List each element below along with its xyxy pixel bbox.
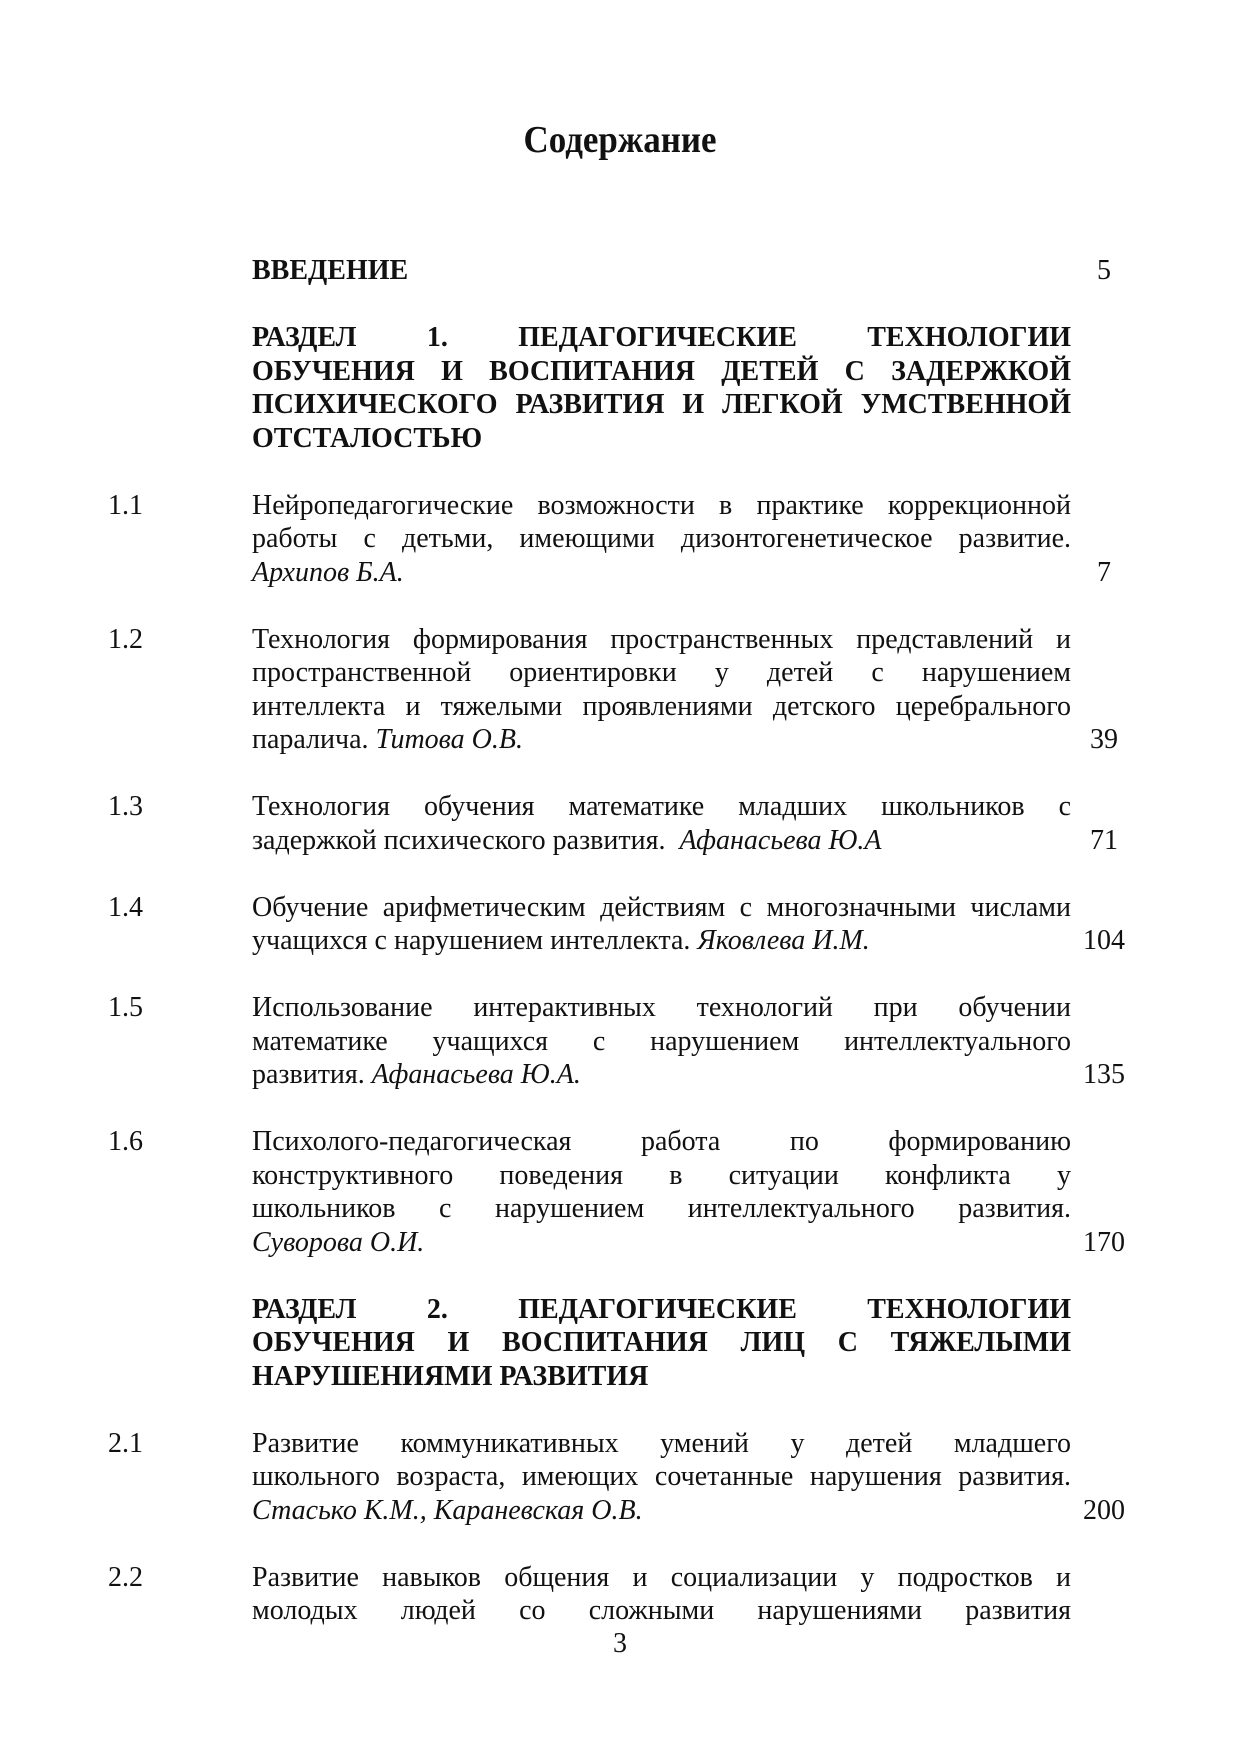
entry-number: 1.6: [108, 1126, 143, 1157]
page-number: 104: [1083, 925, 1125, 956]
entry-line: паралича.: [252, 724, 376, 755]
table-of-contents: [0, 254, 1240, 1628]
entry-author: Титова О.В.: [375, 724, 523, 755]
entry-author: Архипов Б.А.: [252, 556, 404, 588]
entry-line: задержкой психического развития.: [252, 824, 680, 856]
entry-number: 2.2: [108, 1561, 143, 1593]
entry-line: школьного возраста, имеющих сочетанные нарушения развития.: [252, 1461, 1071, 1492]
entry-author: Афанасьева Ю.А.: [371, 1059, 581, 1090]
entry-number: 1.1: [108, 489, 143, 521]
entry-line: Развитие навыков общения и социализации у подростков и: [252, 1561, 1071, 1593]
entry-number: 1.3: [108, 791, 143, 822]
page-number: 135: [1083, 1059, 1125, 1090]
page-number: 71: [1090, 824, 1118, 856]
entry-line: математике учащихся с нарушением интеллектуального: [252, 1025, 1071, 1057]
entry-line: работы с детьми, имеющими дизонтогенетическое развитие.: [252, 523, 1071, 554]
entry-line: школьников с нарушением интеллектуального развития.: [252, 1193, 1071, 1224]
toc-entry-2-2[interactable]: [0, 1561, 1240, 1628]
toc-entry-1-3[interactable]: [0, 790, 1240, 857]
entry-line: развития.: [252, 1059, 372, 1090]
entry-author: Стасько К.М., Караневская О.В.: [252, 1494, 643, 1526]
entry-author: Яковлева И.М.: [697, 925, 870, 956]
entry-number: 1.5: [108, 992, 143, 1023]
entry-line: Психолого-педагогическая работа по формированию: [252, 1126, 1071, 1157]
entry-number: 1.4: [108, 891, 143, 923]
entry-line: Использование интерактивных технологий при обучении: [252, 992, 1071, 1023]
section-heading-2: [0, 1293, 1240, 1394]
page-number: 5: [1097, 255, 1111, 286]
entry-line: Нейропедагогические возможности в практике коррекционной: [252, 489, 1071, 521]
heading-line: ОБУЧЕНИЯ И ВОСПИТАНИЯ ДЕТЕЙ С ЗАДЕРЖКОЙ: [252, 355, 1071, 387]
page-number: 200: [1083, 1494, 1125, 1526]
entry-line: Технология обучения математике младших школьников с: [252, 791, 1071, 822]
page-number: 170: [1083, 1226, 1125, 1258]
entry-line: Обучение арифметическим действиям с многозначными числами: [252, 891, 1071, 923]
page-number: 39: [1090, 724, 1118, 755]
toc-intro[interactable]: [0, 254, 1240, 288]
heading-line: ПСИХИЧЕСКОГО РАЗВИТИЯ И ЛЕГКОЙ УМСТВЕННОЙ: [252, 389, 1071, 420]
heading-line: ОБУЧЕНИЯ И ВОСПИТАНИЯ ЛИЦ С ТЯЖЕЛЫМИ: [252, 1327, 1071, 1358]
heading-line: РАЗДЕЛ 1. ПЕДАГОГИЧЕСКИЕ ТЕХНОЛОГИИ: [252, 322, 1071, 353]
heading-line: НАРУШЕНИЯМИ РАЗВИТИЯ: [252, 1360, 649, 1392]
entry-line: интеллекта и тяжелыми проявлениями детского церебрального: [252, 690, 1071, 722]
toc-entry-1-5[interactable]: [0, 991, 1240, 1092]
page-title: Содержание: [523, 119, 717, 161]
heading-line: РАЗДЕЛ 2. ПЕДАГОГИЧЕСКИЕ ТЕХНОЛОГИИ: [252, 1293, 1071, 1325]
toc-entry-1-1[interactable]: [0, 489, 1240, 590]
entry-line: Развитие коммуникативных умений у детей младшего: [252, 1427, 1071, 1459]
toc-entry-1-2[interactable]: [0, 623, 1240, 757]
page-folio-number: 3: [613, 1628, 627, 1659]
entry-line: Технология формирования пространственных представлений и: [252, 623, 1071, 655]
toc-entry-2-1[interactable]: [0, 1427, 1240, 1528]
toc-intro-label: ВВЕДЕНИЕ: [252, 255, 409, 286]
heading-line: ОТСТАЛОСТЬЮ: [252, 422, 483, 454]
toc-entry-1-6[interactable]: [0, 1125, 1240, 1259]
entry-line: молодых людей со сложными нарушениями развития: [252, 1595, 1071, 1626]
entry-number: 2.1: [108, 1427, 143, 1459]
entry-number: 1.2: [108, 623, 143, 655]
section-heading-1: [0, 321, 1240, 455]
entry-line: учащихся с нарушением интеллекта.: [252, 925, 698, 956]
toc-entry-1-4[interactable]: [0, 891, 1240, 958]
entry-author: Суворова О.И.: [252, 1226, 425, 1258]
page-number: 7: [1097, 556, 1111, 588]
entry-line: конструктивного поведения в ситуации конфликта у: [252, 1159, 1071, 1191]
entry-line: пространственной ориентировки у детей с нарушением: [252, 657, 1071, 688]
entry-author: Афанасьева Ю.А: [679, 824, 882, 856]
